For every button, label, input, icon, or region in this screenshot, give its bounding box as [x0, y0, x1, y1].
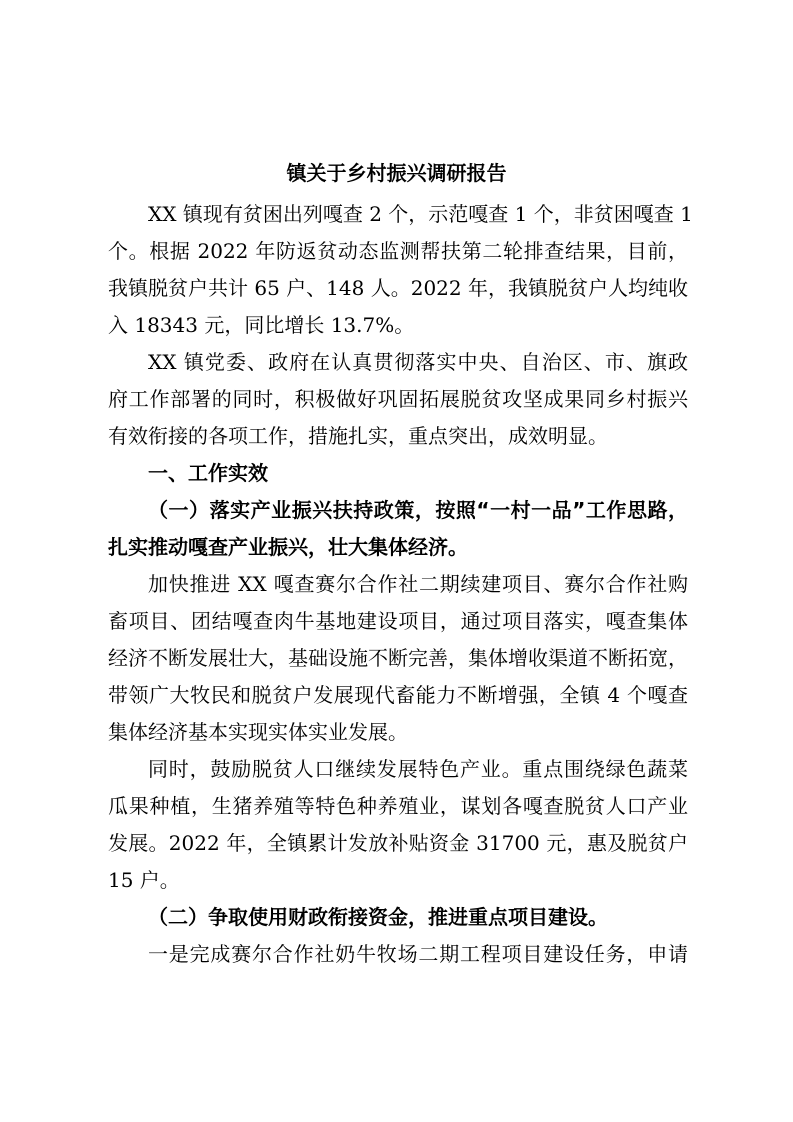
- paragraph-line: 经济不断发展壮大，基础设施不断完善，集体增收渠道不断拓宽，: [108, 646, 688, 670]
- section-heading: 一、工作实效: [148, 461, 268, 485]
- paragraph-line: 畜项目、团结嘎查肉牛基地建设项目，通过项目落实，嘎查集体: [108, 609, 688, 633]
- paragraph-line: XX 镇党委、政府在认真贯彻落实中央、自治区、市、旗政: [148, 350, 688, 374]
- subsection-heading: （二）争取使用财政衔接资金，推进重点项目建设。: [148, 905, 608, 929]
- paragraph-line: 我镇脱贫户共计 65 户、148 人。2022 年，我镇脱贫户人均纯收: [108, 276, 688, 300]
- paragraph-line: 集体经济基本实现实体实业发展。: [108, 720, 408, 744]
- paragraph-line: 15 户。: [108, 868, 180, 892]
- paragraph-line: 带领广大牧民和脱贫户发展现代畜能力不断增强，全镇 4 个嘎查: [108, 683, 688, 707]
- paragraph-line: 有效衔接的各项工作，措施扎实，重点突出，成效明显。: [108, 424, 608, 448]
- paragraph-line: 一是完成赛尔合作社奶牛牧场二期工程项目建设任务，申请: [148, 942, 688, 966]
- paragraph-line: 发展。2022 年，全镇累计发放补贴资金 31700 元，惠及脱贫户: [108, 831, 688, 855]
- paragraph-line: 入 18343 元，同比增长 13.7%。: [108, 313, 415, 337]
- paragraph-line: 府工作部署的同时，积极做好巩固拓展脱贫攻坚成果同乡村振兴: [108, 387, 688, 411]
- paragraph-line: 个。根据 2022 年防返贫动态监测帮扶第二轮排查结果，目前，: [108, 239, 688, 263]
- paragraph-line: 瓜果种植，生猪养殖等特色种养殖业，谋划各嘎查脱贫人口产业: [108, 794, 688, 818]
- document-title: 镇关于乡村振兴调研报告: [286, 161, 507, 185]
- paragraph-line: XX 镇现有贫困出列嘎查 2 个，示范嘎查 1 个，非贫困嘎查 1: [148, 202, 693, 226]
- subsection-heading: 扎实推动嘎查产业振兴，壮大集体经济。: [108, 535, 468, 559]
- paragraph-line: 加快推进 XX 嘎查赛尔合作社二期续建项目、赛尔合作社购: [148, 572, 688, 596]
- paragraph-line: 同时，鼓励脱贫人口继续发展特色产业。重点围绕绿色蔬菜: [148, 757, 688, 781]
- subsection-heading: （一）落实产业振兴扶持政策，按照“一村一品”工作思路，: [148, 498, 688, 522]
